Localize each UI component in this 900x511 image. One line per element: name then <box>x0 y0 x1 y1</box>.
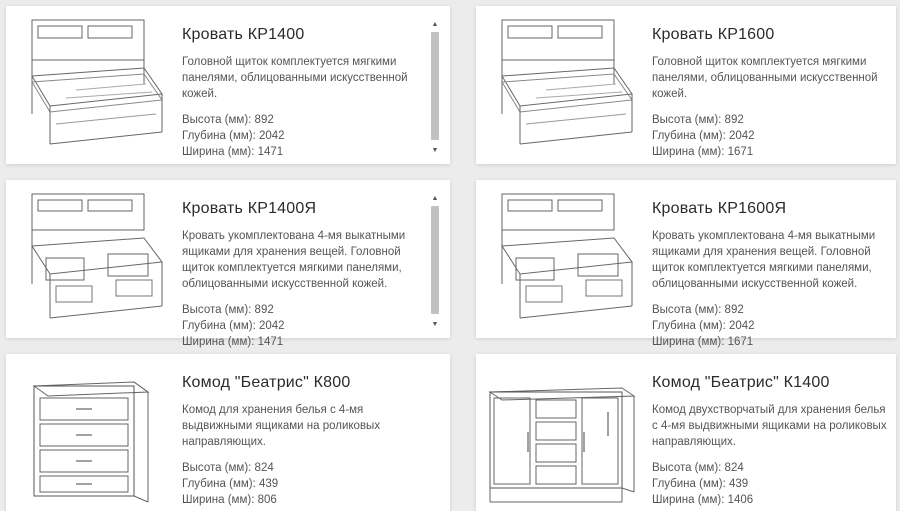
spec-depth: Глубина (мм): 2042 <box>182 320 285 332</box>
product-description: Комод для хранения белья с 4-мя выдвижными ящиками на роликовых направляющих. <box>182 404 381 448</box>
scrollbar-thumb[interactable] <box>431 206 439 314</box>
spec-width: Ширина (мм): 1471 <box>182 146 284 158</box>
dresser-drawing-icon <box>16 362 166 507</box>
product-card[interactable] <box>476 354 896 511</box>
spec-height: Высота (мм): 892 <box>652 304 744 316</box>
product-title[interactable]: Комод "Беатрис" К1400 <box>652 374 830 391</box>
product-title[interactable]: Кровать КР1400Я <box>182 200 317 217</box>
product-description: Кровать укомплектована 4-мя выкатными ящиками для хранения вещей. Головной щиток комплектуется мягкими панелями, облицованными искусственной кожей. <box>652 230 876 290</box>
product-card[interactable] <box>6 180 450 348</box>
product-body <box>182 54 422 162</box>
spec-width: Ширина (мм): 1671 <box>652 336 754 348</box>
wide-dresser-drawing-icon <box>486 362 636 507</box>
spec-depth: Глубина (мм): 439 <box>182 478 279 490</box>
bed-drawing-icon <box>16 14 166 159</box>
spec-height: Высота (мм): 824 <box>182 462 274 474</box>
scroll-down-icon[interactable]: ▼ <box>431 147 439 154</box>
spec-height: Высота (мм): 892 <box>182 304 274 316</box>
scroll-down-icon[interactable]: ▼ <box>431 321 439 328</box>
product-description: Головной щиток комплектуется мягкими панелями, облицованными искусственной кожей. <box>182 56 408 100</box>
scroll-up-icon[interactable]: ▲ <box>431 195 439 202</box>
product-title[interactable]: Кровать КР1600Я <box>652 200 787 217</box>
spec-width: Ширина (мм): 1471 <box>182 336 284 348</box>
scroll-up-icon[interactable]: ▲ <box>431 21 439 28</box>
product-card[interactable] <box>6 6 450 164</box>
spec-height: Высота (мм): 824 <box>652 462 744 474</box>
product-card[interactable] <box>476 180 896 348</box>
product-body <box>652 228 892 348</box>
spec-depth: Глубина (мм): 2042 <box>182 130 285 142</box>
scrollbar[interactable] <box>430 194 440 330</box>
product-title[interactable]: Кровать КР1600 <box>652 26 775 43</box>
product-card[interactable] <box>476 6 896 164</box>
product-body <box>652 402 892 508</box>
product-description: Головной щиток комплектуется мягкими панелями, облицованными искусственной кожей. <box>652 56 878 100</box>
spec-height: Высота (мм): 892 <box>182 114 274 126</box>
spec-depth: Глубина (мм): 2042 <box>652 320 755 332</box>
product-title[interactable]: Комод "Беатрис" К800 <box>182 374 351 391</box>
bed-with-drawers-drawing-icon <box>486 188 636 333</box>
bed-with-drawers-drawing-icon <box>16 188 166 333</box>
product-body <box>652 54 892 160</box>
spec-depth: Глубина (мм): 439 <box>652 478 749 490</box>
product-description: Кровать укомплектована 4-мя выкатными ящиками для хранения вещей. Головной щиток комплектуется мягкими панелями, облицованными искусственной кожей. <box>182 230 406 290</box>
scrollbar-thumb[interactable] <box>431 32 439 140</box>
product-body <box>182 402 422 508</box>
spec-depth: Глубина (мм): 2042 <box>652 130 755 142</box>
product-description: Комод двухстворчатый для хранения белья с 4-мя выдвижными ящиками на роликовых направляющих. <box>652 404 887 448</box>
spec-width: Ширина (мм): 1406 <box>652 494 754 506</box>
spec-height: Высота (мм): 892 <box>652 114 744 126</box>
product-title[interactable]: Кровать КР1400 <box>182 26 305 43</box>
scrollbar[interactable] <box>430 20 440 156</box>
spec-width: Ширина (мм): 1671 <box>652 146 754 158</box>
product-body <box>182 228 422 348</box>
product-card[interactable] <box>6 354 450 511</box>
spec-width: Ширина (мм): 806 <box>182 494 277 506</box>
bed-drawing-icon <box>486 14 636 159</box>
